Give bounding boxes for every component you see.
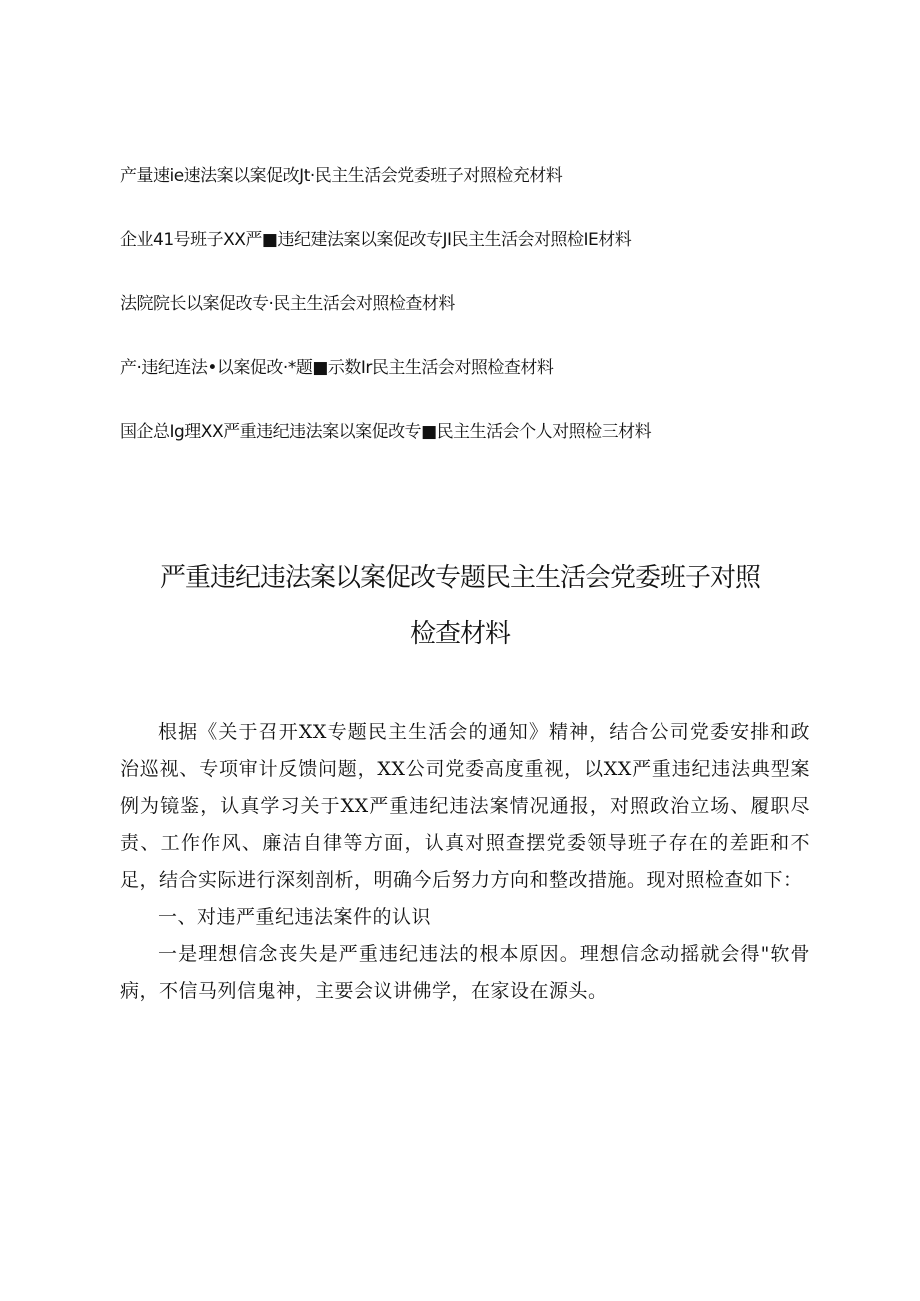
- related-document-title: 企业41号班子XX严■违纪建法案以案促改专JI民主生活会对照检IE材料: [120, 230, 632, 250]
- related-documents-list: [120, 163, 840, 483]
- document-body: [120, 714, 810, 1010]
- intro-paragraph: 根据《关于召开XX专题民主生活会的通知》精神，结合公司党委安排和政治巡视、专项审计反馈问题，XX公司党委高度重视，以XX严重违纪违法典型案例为镜鉴，认真学习关于XX严重违纪违法案情况通报，对照政治立场、履职尽责、工作作风、廉洁自律等方面，认真对照查摆党委领导班子存在的差距和不足，结合实际进行深刻剖析，明确今后努力方向和整改措施。现对照检查如下：: [120, 721, 810, 891]
- document-title-line-2: 检查材料: [409, 619, 510, 649]
- related-document-title: 法院院长以案促改专·民主生活会对照检查材料: [120, 294, 455, 314]
- related-document-title: 国企总Ig理XX严重违纪违法案以案促改专■民主生活会个人对照检三材料: [120, 422, 652, 442]
- related-document-title: 产·违纪连法•以案促改·*题■示数Ir民主生活会对照检查材料: [120, 358, 554, 378]
- body-paragraph: 一是理想信念丧失是严重违纪违法的根本原因。理想信念动摇就会得"软骨病，不信马列信鬼神，主要会议讲佛学，在家设在源头。: [120, 943, 810, 1002]
- document-title: [110, 550, 810, 662]
- related-document-title: 产量速ie速法案以案促改Jt·民主生活会党委班子对照检充材料: [120, 166, 563, 186]
- section-heading: 一、对违严重纪违法案件的认识: [158, 906, 432, 928]
- document-title-line-1: 严重违纪违法案以案促改专题民主生活会党委班子对照: [159, 563, 760, 593]
